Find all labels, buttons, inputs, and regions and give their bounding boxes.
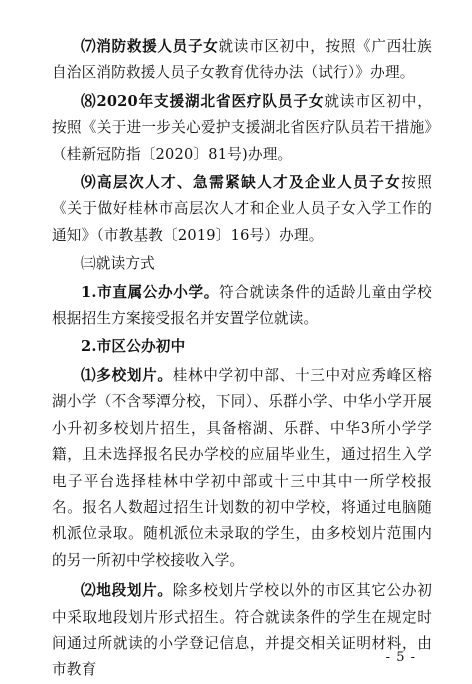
item-medical-team-children (52, 89, 432, 168)
document-body (52, 34, 432, 684)
section-heading: ㈢就读方式 (81, 255, 155, 273)
subsection-heading-middle-school: 2.市区公办初中 (81, 338, 186, 356)
item-lead: ⑻2020年支援湖北省医疗队员子女 (81, 92, 325, 110)
item-lead: ⑵地段划片。 (81, 582, 173, 600)
item-body: 就读市区初中，按照《广西壮族自治区消防救援人员子女教育优待办法（试行）》办理。 (52, 38, 432, 82)
item-body: 按照《关于做好桂林市高层次人才和企业人员子女入学工作的通知》（市教基教〔2019〕16号）办理。 (52, 174, 432, 244)
item-body: 桂林中学初中部、十三中对应秀峰区榕湖小学（不含琴潭分校，下同）、乐群小学、中华小学开展小升初多校划片招生，具备榕湖、乐群、中华3所小学学籍，且未选择报名民办学校的应届毕业生，通过招生入学电子平台选择桂林中学初中部或十三中其中一所学校报名。报名人数超过招生计划数的初中学校，将通过电脑随机派位录取。随机派位未录取的学生，由多校划片范围内的另一所初中学校接收入学。 (52, 366, 433, 569)
item-firefighter-children (52, 34, 432, 87)
item-body: 就读市区初中，按照《关于进一步关心爱护支援湖北省医疗队员若干措施》（桂新冠防指〔2020〕81号)办理。 (52, 92, 432, 163)
page-number: - 5 - (385, 650, 416, 665)
item-lead: ⑼高层次人才、急需紧缺人才及企业人员子女 (81, 174, 402, 192)
subsection-body: 符合就读条件的适龄儿童由学校根据招生方案接受报名并安置学位就读。 (52, 283, 432, 328)
item-district-zoning (52, 578, 432, 684)
item-lead: ⑺消防救援人员子女 (81, 38, 219, 55)
item-talent-children (52, 170, 432, 249)
item-multi-school-zoning (52, 363, 432, 574)
item-lead: ⑴多校划片。 (81, 366, 173, 384)
subsection-primary-school (52, 280, 432, 333)
item-body: 除多校划片学校以外的市区其它公办初中采取地段划片形式招生。符合就读条件的学生在规定时间通过所就读的小学登记信息，并提交相关证明材料，由市教育 (52, 582, 433, 679)
subsection-lead: 1.市直属公办小学。 (81, 283, 220, 301)
